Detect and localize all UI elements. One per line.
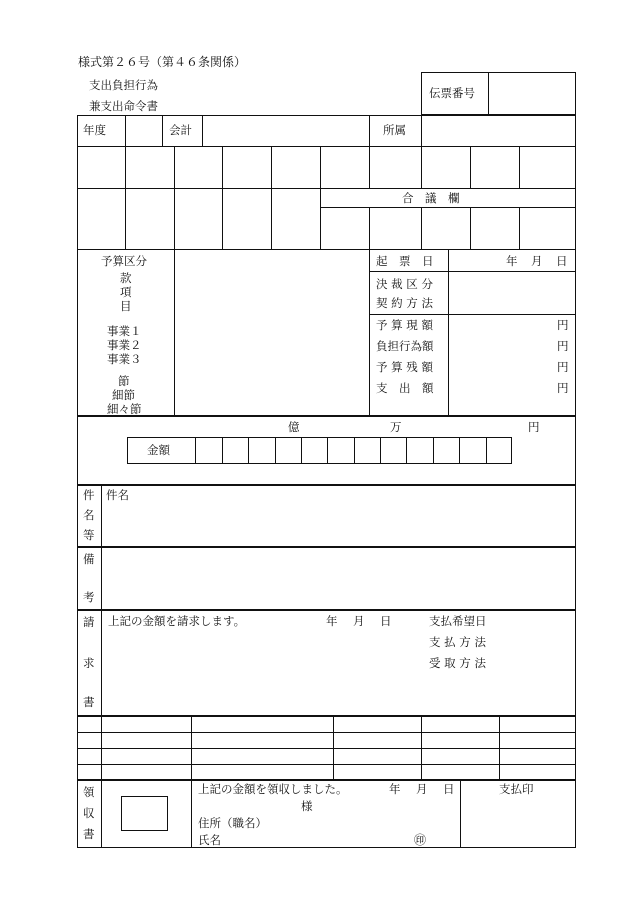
remarks-side-char: 備 [83, 552, 95, 566]
expenditure-amount-label: 支 出 額 [376, 381, 434, 395]
budget-item: 項 [120, 285, 132, 299]
remarks-side-char: 考 [83, 590, 95, 604]
subject-section [77, 485, 576, 547]
budget-project: 事業３ [107, 352, 142, 366]
amount-digit-divider [433, 437, 434, 464]
receipt-col-divider [460, 780, 461, 848]
amount-digit-divider [354, 437, 355, 464]
budget-section-item: 節 [118, 374, 130, 388]
budget-item: 款 [120, 271, 132, 285]
year-label: 年度 [83, 123, 106, 137]
blank-col-divider [101, 716, 102, 780]
header-divider [421, 115, 422, 146]
subject-side-char: 等 [83, 528, 95, 542]
amount-label: 金額 [147, 443, 170, 457]
amount-digit-divider [486, 437, 487, 464]
claim-statement: 上記の金額を請求します。 [108, 614, 246, 628]
receipt-date: 年 月 日 [389, 782, 457, 796]
amount-digit-divider [195, 437, 196, 464]
stamp-col-divider [174, 146, 175, 249]
subject-field-label: 件名 [106, 488, 129, 502]
amount-digit-divider [380, 437, 381, 464]
department-label: 所属 [383, 123, 406, 137]
approval-class-label: 決 裁 区 分 [376, 277, 433, 291]
subject-side-char: 名 [83, 508, 95, 522]
budget-col-divider [174, 249, 175, 416]
stamp-section-bottom [77, 249, 576, 250]
amount-digit-divider [222, 437, 223, 464]
budget-balance-label: 予 算 残 額 [376, 360, 433, 374]
blank-col-divider [191, 716, 192, 780]
contract-method-label: 契 約 方 法 [376, 296, 433, 310]
receipt-side-char: 収 [83, 806, 95, 820]
receipt-honorific: 様 [301, 799, 313, 813]
claim-side-divider [101, 610, 102, 716]
stamp-row-divider [77, 188, 576, 189]
payment-seal-label: 支払印 [499, 782, 534, 796]
subject-side-divider [101, 485, 102, 547]
header-divider [125, 115, 126, 146]
blank-col-divider [421, 716, 422, 780]
oku-unit: 億 [288, 420, 300, 434]
remarks-side-divider [101, 547, 102, 610]
receipt-statement: 上記の金額を領収しました。 [198, 782, 348, 796]
stamp-col-divider [271, 146, 272, 249]
payment-method-label: 支 払 方 法 [429, 635, 486, 649]
budget-col-divider [448, 249, 449, 416]
main-block [77, 115, 576, 416]
blank-row-divider [77, 764, 576, 765]
blank-col-divider [499, 716, 500, 780]
amount-digit-box [127, 437, 512, 464]
slip-number-divider [488, 72, 489, 115]
payment-date-label: 支払希望日 [429, 614, 487, 628]
budget-section-label: 予算区分 [101, 254, 147, 268]
stamp-col-divider [369, 207, 370, 249]
budget-item: 目 [120, 299, 132, 313]
seal-mark: ㊞ [414, 833, 427, 847]
amount-digit-divider [301, 437, 302, 464]
claim-side-char: 書 [83, 695, 95, 709]
man-unit: 万 [390, 420, 402, 434]
header-row-bottom [77, 146, 576, 147]
stamp-col-divider [470, 207, 471, 249]
stamp-col-divider [519, 146, 520, 188]
budget-col-divider [369, 249, 370, 416]
account-label: 会計 [169, 123, 192, 137]
details-row-divider [369, 314, 576, 315]
subject-side-char: 件 [83, 488, 95, 502]
stamp-col-divider [470, 146, 471, 188]
receipt-name-label: 氏名 [198, 833, 221, 847]
budget-project: 事業２ [107, 338, 142, 352]
yen-unit: 円 [557, 318, 569, 332]
remarks-section [77, 547, 576, 610]
budget-current-label: 予 算 現 額 [376, 318, 433, 332]
council-label-divider [320, 207, 576, 208]
en-unit: 円 [528, 420, 540, 434]
receipt-side-char: 領 [83, 785, 95, 799]
details-row-divider [369, 271, 576, 272]
form-title-line1: 支出負担行為 [89, 78, 158, 92]
stamp-col-divider [222, 146, 223, 249]
council-label: 合 議 欄 [402, 191, 460, 205]
stamp-col-divider [369, 146, 370, 188]
claim-date: 年 月 日 [326, 614, 394, 628]
blank-col-divider [333, 716, 334, 780]
budget-section-item: 細々節 [107, 402, 142, 416]
receipt-side-divider [101, 780, 102, 848]
header-divider [202, 115, 203, 146]
claim-side-char: 求 [83, 656, 95, 670]
receipt-stamp-box [121, 796, 168, 831]
budget-project: 事業１ [107, 324, 142, 338]
commitment-amount-label: 負担行為額 [376, 339, 434, 353]
form-title-line2: 兼支出命令書 [89, 99, 158, 113]
amount-digit-divider [459, 437, 460, 464]
blank-row-divider [77, 748, 576, 749]
stamp-col-divider [320, 146, 321, 249]
header-divider [162, 115, 163, 146]
receipt-method-label: 受 取 方 法 [429, 656, 486, 670]
form-style-number: 様式第２６号（第４６条関係） [78, 55, 247, 69]
stamp-col-divider [421, 146, 422, 188]
yen-unit: 円 [557, 360, 569, 374]
receipt-side-char: 書 [83, 827, 95, 841]
amount-digit-divider [248, 437, 249, 464]
yen-unit: 円 [557, 381, 569, 395]
amount-digit-divider [275, 437, 276, 464]
stamp-col-divider [519, 207, 520, 249]
stamp-col-divider [125, 146, 126, 249]
slip-number-label: 伝票番号 [429, 86, 475, 100]
budget-section-item: 細節 [112, 388, 135, 402]
receipt-address-label: 住所（職名） [198, 816, 267, 830]
header-divider [369, 115, 370, 146]
amount-digit-divider [327, 437, 328, 464]
blank-row-divider [77, 732, 576, 733]
claim-side-char: 請 [83, 615, 95, 629]
stamp-col-divider [421, 207, 422, 249]
yen-unit: 円 [557, 339, 569, 353]
amount-digit-divider [406, 437, 407, 464]
draft-date-label: 起 票 日 [376, 254, 434, 268]
receipt-col-divider [191, 780, 192, 848]
draft-date-value: 年 月 日 [506, 254, 569, 268]
